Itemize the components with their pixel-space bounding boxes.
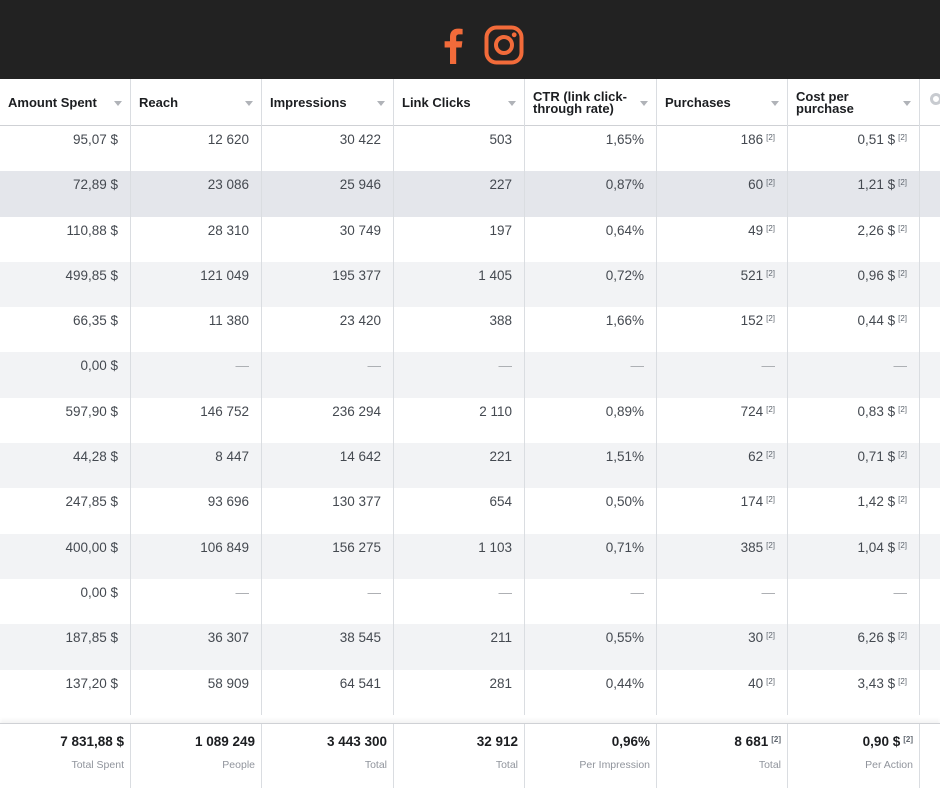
- total-caption: People: [222, 759, 255, 771]
- cell-value: 30 422: [339, 132, 381, 147]
- cell-value: 8 447: [215, 449, 249, 465]
- cell-impressions: [262, 443, 394, 488]
- cell-purchases: [657, 171, 788, 216]
- cell-value: 0,44%: [605, 675, 644, 691]
- cell-reach: [131, 443, 262, 488]
- cell-value: 30 749: [339, 222, 381, 238]
- cell-value: —: [498, 358, 512, 374]
- total-purchases: [657, 724, 788, 788]
- cell-link-clicks: [394, 262, 525, 307]
- table-row[interactable]: [0, 352, 940, 397]
- cell-ctr: [525, 579, 657, 624]
- table-row[interactable]: [0, 307, 940, 352]
- cell-value: 388: [489, 313, 512, 329]
- cell-impressions: [262, 579, 394, 624]
- row-spacer: [920, 670, 940, 715]
- cell-reach: [131, 488, 262, 533]
- cell-purchases: [657, 217, 788, 262]
- total-caption: Total Spent: [71, 759, 124, 771]
- table-row[interactable]: [0, 624, 940, 669]
- cell-link-clicks: [394, 398, 525, 443]
- cell-link-clicks: [394, 171, 525, 216]
- reference-marker[interactable]: [2]: [898, 314, 907, 324]
- cell-reach: [131, 670, 262, 715]
- cell-amount-spent: [0, 171, 131, 216]
- cell-purchases: [657, 307, 788, 352]
- cell-value: 227: [489, 177, 512, 193]
- cell-purchases: [657, 352, 788, 397]
- cell-cost-per-purchase: [788, 488, 920, 533]
- cell-value: 1,66%: [605, 313, 644, 329]
- total-reach: [131, 724, 262, 788]
- cell-value: 93 696: [207, 494, 249, 510]
- cell-link-clicks: [394, 670, 525, 715]
- column-header-label: Link Clicks: [402, 94, 471, 110]
- cell-ctr: [525, 670, 657, 715]
- cell-amount-spent: [0, 352, 131, 397]
- cell-impressions: [262, 307, 394, 352]
- cell-reach: [131, 262, 262, 307]
- cell-value: 281: [489, 675, 512, 691]
- total-cost-per-purchase: [788, 724, 920, 788]
- table-row[interactable]: [0, 126, 940, 171]
- cell-value: 49: [748, 222, 764, 238]
- total-cost-value: 0,90 $: [862, 734, 901, 749]
- cell-value: —: [893, 358, 907, 374]
- reference-marker[interactable]: [2]: [898, 404, 907, 414]
- cell-impressions: [262, 534, 394, 579]
- cell-value: —: [235, 584, 249, 600]
- reference-marker[interactable]: [2]: [766, 404, 775, 414]
- row-spacer: [920, 624, 940, 669]
- cell-value: —: [367, 584, 381, 600]
- sort-caret-icon[interactable]: [508, 101, 516, 106]
- cell-impressions: [262, 171, 394, 216]
- cell-value: 0,44 $: [857, 313, 896, 329]
- reference-marker[interactable]: [2]: [898, 223, 907, 233]
- cell-value: 156 275: [332, 539, 381, 555]
- cell-link-clicks: [394, 488, 525, 533]
- cell-value: 0,55%: [605, 630, 644, 646]
- cell-value: 1 405: [478, 267, 512, 283]
- column-header-label: Amount Spent: [8, 94, 97, 110]
- cell-link-clicks: [394, 624, 525, 669]
- facebook-f-icon[interactable]: [433, 24, 475, 66]
- cell-amount-spent: [0, 126, 131, 171]
- cell-amount-spent: [0, 579, 131, 624]
- cell-value: 0,87%: [605, 177, 644, 193]
- row-spacer: [920, 534, 940, 579]
- cell-value: 521: [740, 267, 764, 283]
- cell-cost-per-purchase: [788, 307, 920, 352]
- cell-ctr: [525, 352, 657, 397]
- cell-value: 195 377: [332, 267, 381, 283]
- row-spacer: [920, 443, 940, 488]
- cell-value: 0,00 $: [80, 584, 118, 600]
- cell-ctr: [525, 307, 657, 352]
- cell-value: 12 620: [207, 132, 249, 147]
- cell-cost-per-purchase: [788, 670, 920, 715]
- column-header-impressions[interactable]: [262, 79, 394, 126]
- cell-value: 6,26 $: [857, 630, 896, 646]
- cell-ctr: [525, 217, 657, 262]
- reference-marker[interactable]: [2]: [898, 450, 907, 460]
- cell-value: 25 946: [339, 177, 381, 193]
- cell-purchases: [657, 624, 788, 669]
- total-caption: Per Action: [865, 759, 913, 771]
- total-value: [796, 734, 913, 749]
- cell-purchases: [657, 534, 788, 579]
- cell-value: 95,07 $: [72, 132, 118, 147]
- cell-value: 58 909: [207, 675, 249, 691]
- column-header-label: Purchases: [665, 94, 731, 110]
- total-value: 3 443 300: [326, 734, 387, 749]
- table-row[interactable]: [0, 579, 940, 624]
- cell-value: 0,83 $: [857, 403, 896, 419]
- reference-marker[interactable]: [2]: [903, 735, 913, 744]
- total-value: 0,96%: [611, 734, 650, 749]
- totals-row: [0, 723, 940, 788]
- cell-reach: [131, 307, 262, 352]
- cell-reach: [131, 217, 262, 262]
- reference-marker[interactable]: [2]: [898, 631, 907, 641]
- cell-value: 3,43 $: [857, 675, 896, 691]
- cell-value: 23 420: [339, 313, 381, 329]
- column-header-amount-spent[interactable]: [0, 79, 131, 126]
- cell-value: —: [761, 584, 775, 600]
- reference-marker[interactable]: [2]: [898, 178, 907, 188]
- cell-value: 28 310: [207, 222, 249, 238]
- reference-marker[interactable]: [2]: [898, 540, 907, 550]
- cell-link-clicks: [394, 579, 525, 624]
- cell-value: 0,72%: [605, 267, 644, 283]
- cell-value: 137,20 $: [65, 675, 118, 691]
- cell-value: 130 377: [332, 494, 381, 510]
- cell-value: 197: [489, 222, 512, 238]
- cell-impressions: [262, 126, 394, 171]
- total-caption: Total: [364, 759, 387, 771]
- cell-value: 236 294: [332, 403, 381, 419]
- reference-marker[interactable]: [2]: [766, 314, 775, 324]
- column-header-cost-per-purchase[interactable]: [788, 79, 920, 126]
- sort-caret-icon[interactable]: [903, 101, 911, 106]
- row-spacer: [920, 579, 940, 624]
- cell-value: 36 307: [207, 630, 249, 646]
- cell-reach: [131, 534, 262, 579]
- cell-amount-spent: [0, 670, 131, 715]
- total-value: 1 089 249: [194, 734, 255, 749]
- total-value: 7 831,88 $: [60, 734, 124, 749]
- row-spacer: [920, 262, 940, 307]
- reference-marker[interactable]: [2]: [898, 133, 907, 142]
- total-amount-spent: [0, 724, 131, 788]
- cell-value: 2 110: [479, 403, 512, 419]
- row-spacer: [920, 126, 940, 171]
- cell-reach: [131, 624, 262, 669]
- sort-caret-icon[interactable]: [245, 101, 253, 106]
- cell-ctr: [525, 488, 657, 533]
- cell-value: 66,35 $: [72, 313, 118, 329]
- reference-marker[interactable]: [2]: [898, 676, 907, 686]
- ads-report-table: [0, 79, 940, 788]
- table-row[interactable]: [0, 443, 940, 488]
- sort-caret-icon[interactable]: [114, 101, 122, 106]
- cell-value: 0,51 $: [857, 132, 896, 147]
- cell-value: 2,26 $: [857, 222, 896, 238]
- cell-reach: [131, 579, 262, 624]
- cell-amount-spent: [0, 262, 131, 307]
- cell-value: 14 642: [339, 449, 381, 465]
- total-impressions: [262, 724, 394, 788]
- cell-cost-per-purchase: [788, 126, 920, 171]
- cell-purchases: [657, 398, 788, 443]
- cell-value: 1,65%: [605, 132, 644, 147]
- cell-value: 499,85 $: [65, 267, 118, 283]
- cell-link-clicks: [394, 126, 525, 171]
- cell-value: —: [630, 358, 644, 374]
- cell-cost-per-purchase: [788, 579, 920, 624]
- table-row[interactable]: [0, 171, 940, 216]
- total-purchases-value: 8 681: [734, 734, 769, 749]
- reference-marker[interactable]: [2]: [766, 676, 775, 686]
- cell-value: 146 752: [200, 403, 249, 419]
- cell-amount-spent: [0, 398, 131, 443]
- cell-link-clicks: [394, 307, 525, 352]
- cell-value: 121 049: [200, 267, 249, 283]
- column-header-label: Cost per purchase: [796, 88, 854, 116]
- cell-value: 400,00 $: [65, 539, 118, 555]
- social-links: [433, 24, 525, 66]
- cell-value: —: [630, 584, 644, 600]
- cell-value: 187,85 $: [65, 630, 118, 646]
- cell-value: —: [498, 584, 512, 600]
- cell-amount-spent: [0, 443, 131, 488]
- cell-ctr: [525, 126, 657, 171]
- reference-marker[interactable]: [2]: [766, 223, 775, 233]
- row-spacer: [920, 352, 940, 397]
- cell-cost-per-purchase: [788, 217, 920, 262]
- top-banner: [0, 0, 940, 79]
- cell-value: 221: [489, 449, 512, 465]
- column-header-label: Impressions: [270, 94, 347, 110]
- cell-amount-spent: [0, 307, 131, 352]
- cell-amount-spent: [0, 488, 131, 533]
- total-caption: Per Impression: [579, 759, 650, 771]
- cell-value: 1 103: [478, 539, 512, 555]
- table-row[interactable]: [0, 488, 940, 533]
- cell-value: 597,90 $: [65, 403, 118, 419]
- cell-value: 1,04 $: [857, 539, 896, 555]
- cell-ctr: [525, 398, 657, 443]
- cell-value: —: [367, 358, 381, 374]
- cell-value: 174: [740, 494, 764, 510]
- cell-value: 1,51%: [605, 449, 644, 465]
- cell-value: 0,96 $: [857, 267, 896, 283]
- cell-link-clicks: [394, 352, 525, 397]
- cell-value: 60: [748, 177, 764, 193]
- cell-ctr: [525, 624, 657, 669]
- total-caption: Total: [495, 759, 518, 771]
- column-header-link-clicks[interactable]: [394, 79, 525, 126]
- cell-value: 62: [748, 449, 764, 465]
- cell-value: 503: [489, 132, 512, 147]
- total-value: 32 912: [476, 734, 518, 749]
- reference-marker[interactable]: [2]: [898, 268, 907, 278]
- cell-ctr: [525, 262, 657, 307]
- cell-amount-spent: [0, 534, 131, 579]
- cell-cost-per-purchase: [788, 262, 920, 307]
- reference-marker[interactable]: [2]: [898, 495, 907, 505]
- cell-value: 44,28 $: [72, 449, 118, 465]
- cell-ctr: [525, 534, 657, 579]
- table-body: [0, 126, 940, 715]
- cell-value: 211: [490, 630, 512, 646]
- cell-impressions: [262, 398, 394, 443]
- cell-ctr: [525, 171, 657, 216]
- reference-marker[interactable]: [2]: [766, 133, 775, 142]
- sort-caret-icon[interactable]: [377, 101, 385, 106]
- reference-marker[interactable]: [2]: [766, 178, 775, 188]
- cell-value: 38 545: [339, 630, 381, 646]
- reference-marker[interactable]: [2]: [771, 735, 781, 744]
- cell-impressions: [262, 352, 394, 397]
- total-value: [665, 734, 781, 749]
- cell-value: —: [893, 584, 907, 600]
- reference-marker[interactable]: [2]: [766, 631, 775, 641]
- cell-value: 110,88 $: [66, 222, 118, 238]
- cell-value: 247,85 $: [65, 494, 118, 510]
- cell-reach: [131, 352, 262, 397]
- cell-reach: [131, 126, 262, 171]
- cell-reach: [131, 171, 262, 216]
- table-row[interactable]: [0, 262, 940, 307]
- cell-impressions: [262, 217, 394, 262]
- reference-marker[interactable]: [2]: [766, 495, 775, 505]
- reference-marker[interactable]: [2]: [766, 450, 775, 460]
- row-spacer: [920, 398, 940, 443]
- cell-purchases: [657, 579, 788, 624]
- table-row[interactable]: [0, 670, 940, 715]
- total-caption: Total: [758, 759, 781, 771]
- cell-purchases: [657, 443, 788, 488]
- cell-value: 186: [740, 132, 764, 147]
- cell-link-clicks: [394, 443, 525, 488]
- reference-marker[interactable]: [2]: [766, 540, 775, 550]
- cell-purchases: [657, 670, 788, 715]
- cell-value: 152: [740, 313, 764, 329]
- cell-reach: [131, 398, 262, 443]
- cell-link-clicks: [394, 217, 525, 262]
- reference-marker[interactable]: [2]: [766, 268, 775, 278]
- column-settings[interactable]: [920, 79, 940, 126]
- cell-value: 0,64%: [605, 222, 644, 238]
- cell-value: 40: [748, 675, 764, 691]
- cell-value: —: [235, 358, 249, 374]
- total-ctr: [525, 724, 657, 788]
- cell-amount-spent: [0, 217, 131, 262]
- cell-purchases: [657, 126, 788, 171]
- cell-value: 0,71%: [605, 539, 644, 555]
- cell-value: 11 380: [208, 313, 249, 329]
- cell-value: 385: [740, 539, 764, 555]
- row-spacer: [920, 171, 940, 216]
- cell-value: 23 086: [207, 177, 249, 193]
- cell-impressions: [262, 488, 394, 533]
- cell-impressions: [262, 670, 394, 715]
- row-spacer: [920, 307, 940, 352]
- column-header-ctr[interactable]: [525, 79, 657, 126]
- cell-impressions: [262, 262, 394, 307]
- cell-impressions: [262, 624, 394, 669]
- column-header-label: Reach: [139, 94, 179, 110]
- cell-cost-per-purchase: [788, 443, 920, 488]
- cell-purchases: [657, 488, 788, 533]
- cell-value: 64 541: [339, 675, 381, 691]
- row-spacer: [920, 217, 940, 262]
- cell-value: 72,89 $: [72, 177, 118, 193]
- cell-cost-per-purchase: [788, 171, 920, 216]
- sort-caret-icon[interactable]: [771, 101, 779, 106]
- table-row[interactable]: [0, 217, 940, 262]
- cell-value: —: [761, 358, 775, 374]
- cell-link-clicks: [394, 534, 525, 579]
- cell-value: 0,00 $: [80, 358, 118, 374]
- table-row[interactable]: [0, 534, 940, 579]
- cell-cost-per-purchase: [788, 534, 920, 579]
- gear-icon[interactable]: [930, 93, 940, 105]
- instagram-icon[interactable]: [483, 24, 525, 66]
- cell-value: 724: [740, 403, 764, 419]
- column-header-label: CTR (link click-through rate): [533, 88, 627, 116]
- cell-purchases: [657, 262, 788, 307]
- sort-caret-icon[interactable]: [640, 101, 648, 106]
- cell-value: 0,71 $: [857, 449, 896, 465]
- cell-value: 106 849: [200, 539, 249, 555]
- cell-ctr: [525, 443, 657, 488]
- cell-value: 1,42 $: [857, 494, 896, 510]
- column-header-reach[interactable]: [131, 79, 262, 126]
- cell-amount-spent: [0, 624, 131, 669]
- cell-cost-per-purchase: [788, 352, 920, 397]
- cell-value: 30: [748, 630, 764, 646]
- cell-value: 0,89%: [605, 403, 644, 419]
- cell-value: 0,50%: [605, 494, 644, 510]
- cell-cost-per-purchase: [788, 624, 920, 669]
- row-spacer: [920, 488, 940, 533]
- cell-value: 1,21 $: [857, 177, 896, 193]
- cell-value: 654: [489, 494, 512, 510]
- table-header: [0, 79, 940, 126]
- totals-spacer: [920, 724, 940, 788]
- total-link-clicks: [394, 724, 525, 788]
- cell-cost-per-purchase: [788, 398, 920, 443]
- column-header-purchases[interactable]: [657, 79, 788, 126]
- table-row[interactable]: [0, 398, 940, 443]
